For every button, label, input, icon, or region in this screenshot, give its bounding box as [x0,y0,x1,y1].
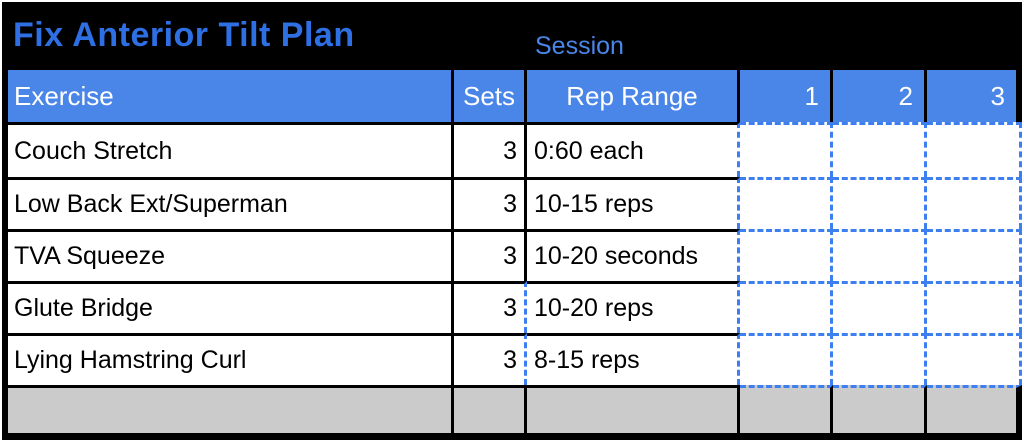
rep-range-cell: 10-15 reps [527,177,740,229]
sets-cell: 3 [454,229,527,281]
session-entry-cell[interactable] [740,281,833,333]
column-header-session-1: 1 [740,70,833,122]
workout-plan-sheet [2,2,1022,440]
column-header-sets: Sets [454,70,527,122]
session-entry-cell[interactable] [833,281,927,333]
footer-empty-cell [927,385,1022,440]
title-bar [2,2,1022,70]
exercise-cell: TVA Squeeze [2,229,454,281]
rep-range-cell: 10-20 seconds [527,229,740,281]
plan-table [2,70,1022,440]
sets-cell: 3 [454,177,527,229]
sets-cell: 3 [454,333,527,385]
column-header-exercise: Exercise [2,70,454,122]
column-header-rep-range: Rep Range [527,70,740,122]
session-entry-cell[interactable] [740,333,833,385]
exercise-cell: Low Back Ext/Superman [2,177,454,229]
session-entry-cell[interactable] [833,333,927,385]
footer-empty-cell [527,385,740,440]
session-entry-cell[interactable] [740,122,833,177]
plan-title: Fix Anterior Tilt Plan [13,16,355,54]
session-entry-cell[interactable] [740,229,833,281]
column-header-session-3: 3 [927,70,1022,122]
session-entry-cell[interactable] [927,122,1022,177]
sets-cell: 3 [454,122,527,177]
rep-range-cell: 0:60 each [527,122,740,177]
session-entry-cell[interactable] [740,177,833,229]
session-entry-cell[interactable] [833,122,927,177]
exercise-cell: Couch Stretch [2,122,454,177]
session-label: Session [535,32,624,60]
exercise-cell: Glute Bridge [2,281,454,333]
footer-empty-cell [740,385,833,440]
exercise-cell: Lying Hamstring Curl [2,333,454,385]
footer-empty-cell [2,385,454,440]
session-entry-cell[interactable] [927,333,1022,385]
sets-cell: 3 [454,281,527,333]
rep-range-cell: 8-15 reps [527,333,740,385]
footer-empty-cell [833,385,927,440]
session-entry-cell[interactable] [927,229,1022,281]
session-entry-cell[interactable] [833,229,927,281]
column-header-session-2: 2 [833,70,927,122]
session-entry-cell[interactable] [927,281,1022,333]
session-entry-cell[interactable] [927,177,1022,229]
session-entry-cell[interactable] [833,177,927,229]
footer-empty-cell [454,385,527,440]
rep-range-cell: 10-20 reps [527,281,740,333]
